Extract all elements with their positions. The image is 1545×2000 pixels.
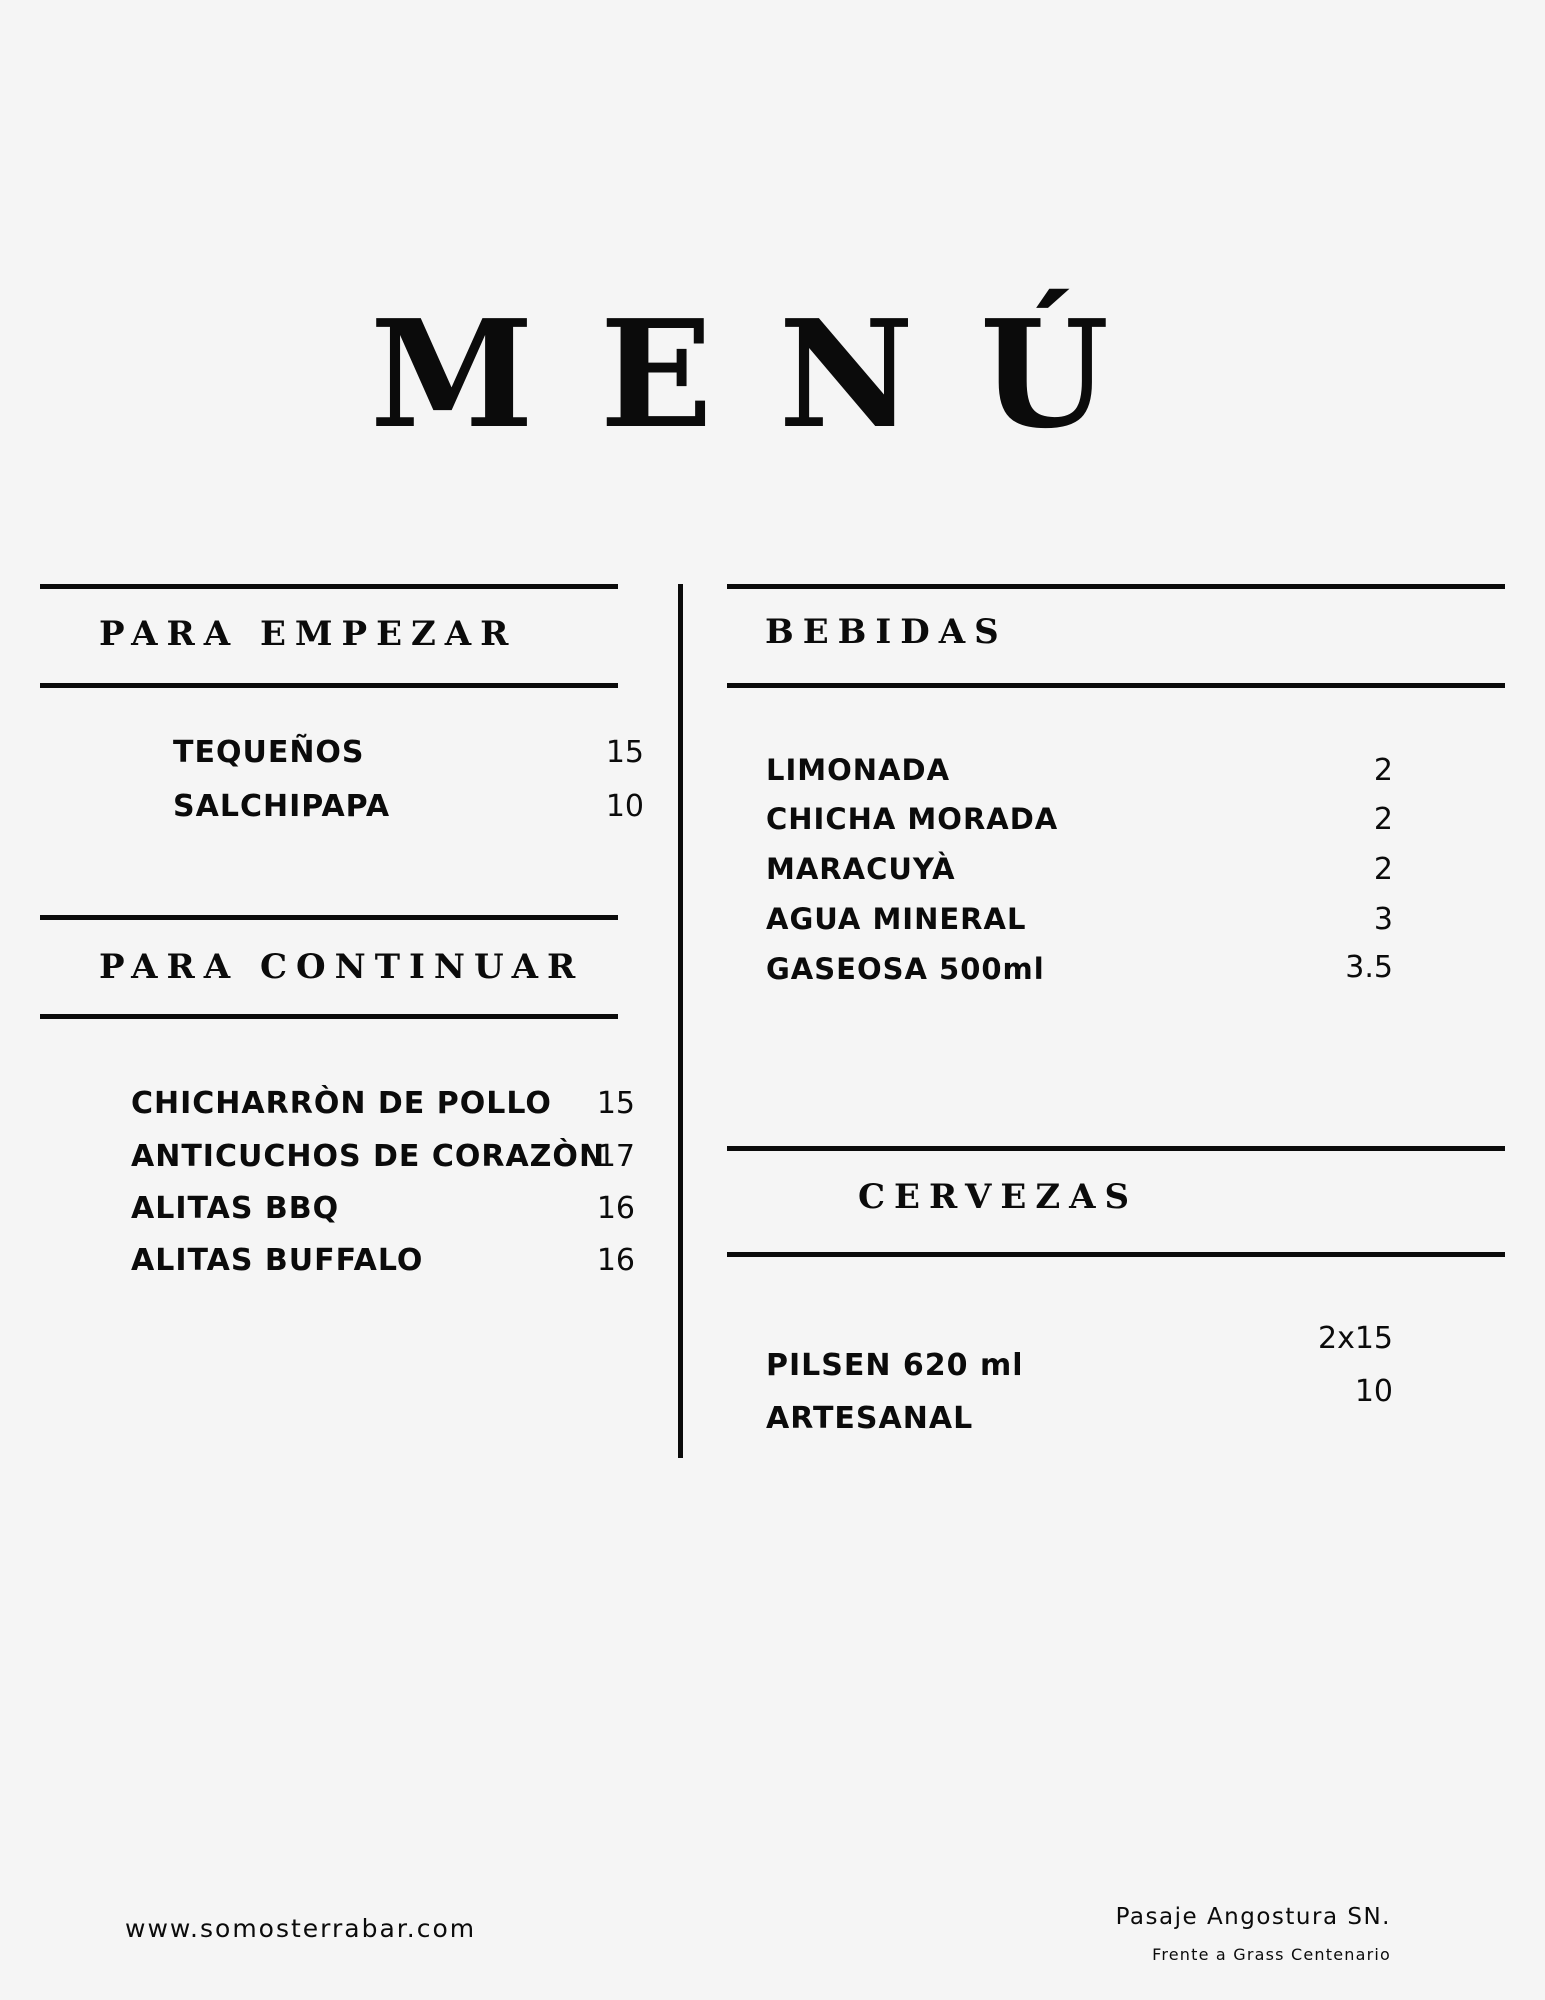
menu-item-price: 2 [1373, 753, 1393, 788]
menu-item-price: 2x15 [1317, 1321, 1393, 1356]
menu-item-name: TEQUEÑOS [173, 735, 365, 770]
menu-item-price: 10 [605, 789, 644, 824]
menu-item-price: 16 [596, 1243, 635, 1278]
column-divider [678, 584, 683, 1458]
menu-item-name: PILSEN 620 ml [766, 1348, 1024, 1383]
divider [727, 683, 1505, 688]
menu-item-name: AGUA MINERAL [766, 902, 1027, 936]
menu-item-name: LIMONADA [766, 753, 951, 787]
menu-item-price: 10 [1354, 1374, 1393, 1409]
divider [40, 584, 618, 589]
menu-item-name: CHICHA MORADA [766, 802, 1059, 836]
menu-item-price: 17 [596, 1139, 635, 1174]
section-heading-para-empezar: PARA EMPEZAR [99, 614, 518, 654]
menu-item-price: 15 [605, 735, 644, 770]
divider [40, 1014, 618, 1019]
menu-item-name: MARACUYÀ [766, 852, 956, 886]
divider [727, 1146, 1505, 1151]
menu-item-name: ALITAS BUFFALO [131, 1243, 424, 1278]
menu-item-price: 2 [1373, 852, 1393, 887]
page-title: MENÚ [370, 287, 1175, 461]
menu-item-name: SALCHIPAPA [173, 789, 391, 824]
section-heading-para-continuar: PARA CONTINUAR [99, 947, 585, 987]
menu-item-name: ARTESANAL [766, 1401, 974, 1436]
divider [727, 584, 1505, 589]
menu-item-price: 3 [1373, 902, 1393, 937]
address-note: Frente a Grass Centenario [1152, 1945, 1391, 1964]
section-heading-bebidas: BEBIDAS [765, 612, 1008, 652]
menu-item-price: 15 [596, 1086, 635, 1121]
website-link[interactable]: www.somosterrabar.com [125, 1914, 477, 1943]
divider [727, 1252, 1505, 1257]
divider [40, 683, 618, 688]
menu-item-name: ALITAS BBQ [131, 1191, 340, 1226]
address: Pasaje Angostura SN. [1115, 1904, 1391, 1930]
menu-item-price: 3.5 [1345, 950, 1393, 985]
menu-item-price: 16 [596, 1191, 635, 1226]
menu-item-name: GASEOSA 500ml [766, 952, 1045, 986]
menu-item-name: CHICHARRÒN DE POLLO [131, 1086, 552, 1121]
menu-item-name: ANTICUCHOS DE CORAZÒN [131, 1139, 606, 1174]
menu-item-price: 2 [1373, 802, 1393, 837]
divider [40, 915, 618, 920]
section-heading-cervezas: CERVEZAS [858, 1177, 1139, 1217]
